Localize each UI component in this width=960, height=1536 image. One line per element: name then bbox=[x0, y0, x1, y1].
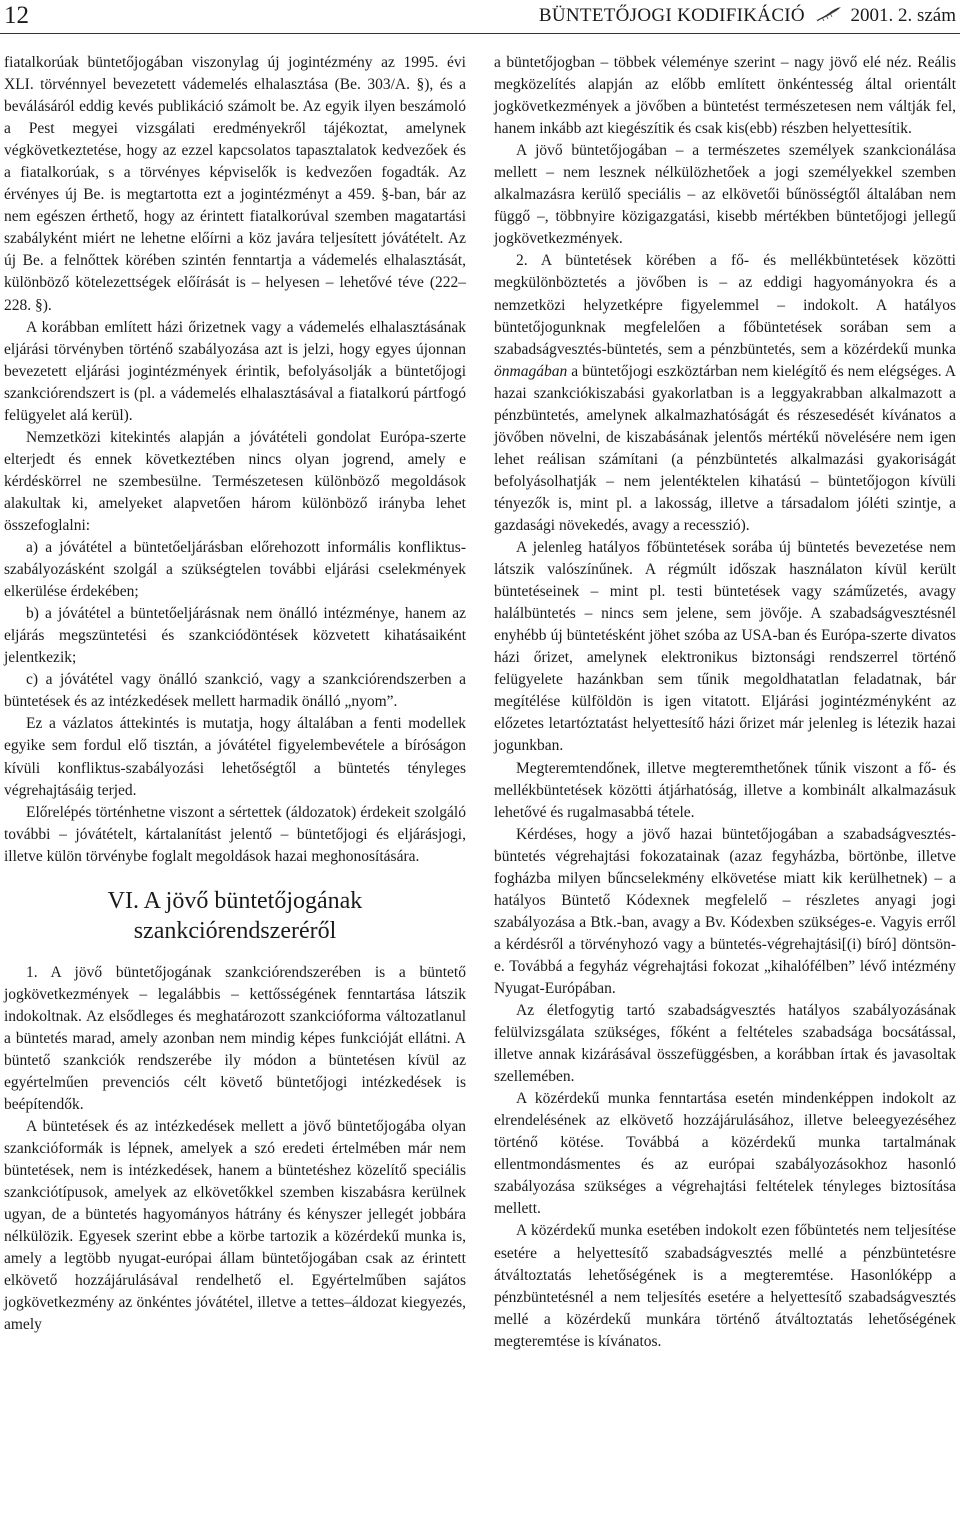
paragraph: A korábban említett házi őrizetnek vagy a vádemelés elhalasztásának eljárási törvényben történő szabályozása azt is jelzi, hogy egyes újonnan bevezetett eljárási jogintézmények érintik, befolyásolják a büntetőjogi szankciórendszert is (pl. a vádemelés elhalasztásával a fiatalkorú pártfogó felügyelet alá kerül). bbox=[4, 318, 466, 424]
paragraph: A büntetések és az intézkedések mellett a jövő büntetőjogába olyan szankcióformák is lépnek, amelyek a szó eredeti értelmében már nem büntetések, nem is intézkedések, hanem a büntetéshez közelítő speciális szankciótípusok, amelyek az elkövetőkkel szemben kiszabásra kerülnek ugyan, de a büntetés hagyományos hátrány és kényszer jellegét jobbára nélkülözik. Egyesek szerint ebbe a körbe tartozik a közérdekű munka is, amely a legtöbb nyugat-európai állam büntetőjogában csak az érintett elkövető hozzájárulásával rendelhető el. Egyértelműben sajátos jogkövetkezmény az önkéntes jóvátétel, illetve a tettes–áldozat kiegyezés, amely bbox=[4, 1118, 466, 1334]
feather-quill-icon bbox=[813, 5, 843, 23]
paragraph-continuation: fiatalkorúak büntetőjogában viszonylag új jogintézmény az 1995. évi XLI. törvénnyel bevezetett vádemelés elhalasztása (Be. 303/A. §), és a beválásáról eddig kevés publikáció számolt be. Az egyik ilyen beszámoló a Pest megyei vizsgálati eredményekről tájékoztat, amelynek végkövetkeztetése, hogy az ezzel kapcsolatos tapasztalatok kedvezőek és a fiatalkorúak, s a törvényes képviselők is kedvezően fogadták. Az érvényes új Be. is megtartotta ezt a jogintézményt a 459. §-ban, bár az nem egészen érthető, hogy az érintett fiatalkorúval szemben magatartási szabályként miért ne lehetne előírni a köz javára teljesített jóvátételt. Az új Be. a felnőttek körében szintén fenntartja a vádemelés elhalasztását, különböző kötelezettségek előírását is – helyesen – lehetővé téve (222–228. §). bbox=[4, 54, 466, 314]
list-item-c: c) a jóvátétel vagy önálló szankció, vagy a szankciórendszerben a büntetések és az intézkedések mellett harmadik önálló „nyom”. bbox=[4, 671, 466, 711]
page-number: 12 bbox=[4, 2, 29, 29]
paragraph: Nemzetközi kitekintés alapján a jóvátételi gondolat Európa-szerte elterjedt és ennek következtében nincs olyan jogrend, amely e kérdéskörrel ne szembesülne. Természetesen különböző megoldások alakultak ki, amelyeket alapvetően három különböző irányba lehet összefoglalni: bbox=[4, 428, 466, 534]
journal-title: BÜNTETŐJOGI KODIFIKÁCIÓ bbox=[538, 5, 805, 26]
section-heading-line-2: szankciórendszeréről bbox=[133, 917, 337, 944]
text-run: a büntetőjogi eszköztárban nem kielégítő és nem elégséges. A hazai szankciókiszabási gyakorlatban is a leggyakrabban alkalmazott a pénzbüntetés, amelynek alkalmazhatóságát és részesedését kívánatos a jövőben növelni, de kiszabásának jelentős mértékű növelésére nem igen lehet reálisan számítani (a pénzbüntetés alkalmazási gyakoriságát befolyásolhatják – nem jelentéktelen kihatású – büntetőjogon kívüli tényezők is, mint pl. a lakosság, illetve a társadalom jóléti szintje, a gazdasági növekedés, avagy a recesszió). bbox=[494, 362, 956, 534]
paragraph bbox=[494, 250, 956, 537]
running-header bbox=[0, 0, 960, 32]
paragraph: Kérdéses, hogy a jövő hazai büntetőjogában a szabadságvesztés-büntetés végrehajtási fokozatainak (azaz fegyházba, börtönbe, illetve fogházba milyen bűncselekmény elkövetése miatt kik kerülhetnek) – a hatályos Büntető Kódexnek megfelelő – részletes anyagi jogi szabályozása a Btk.-ban, avagy a Bv. Kódexben szükséges-e. Vagyis erről a kérdésről a törvényhozó vagy a büntetés-végrehajtási[(i) bíró] döntsön-e. Továbbá a fegyház végrehajtási fokozat „kihalófélben” lévő intézmény Nyugat-Európában. bbox=[494, 825, 956, 997]
left-column bbox=[4, 52, 466, 1337]
paragraph: Az életfogytig tartó szabadságvesztés hatályos szabályozásának felülvizsgálata szükséges, főként a feltételes szabadsága bocsátással, illetve annak kizárásával összefüggésben, a korábban írtak és javasoltak szellemében. bbox=[494, 1002, 956, 1086]
header-divider bbox=[0, 33, 960, 34]
paragraph: A közérdekű munka fenntartása esetén mindenképpen indokolt az elrendelésének az elkövető hozzájárulásához, illetve beleegyezéséhez történő kötése. Továbbá a közérdekű munka tartalmának ellentmondásmentes és az európai szabályozásokhoz hasonló szabályozása szükséges a végrehajtási feltételek tényleges biztosítása mellett. bbox=[494, 1090, 956, 1218]
text-run: 2. A büntetések körében a fő- és mellékbüntetések közötti megkülönböztetés a jövőben is – az eddigi hagyományokra és a nemzetközi helyzetképre figyelemmel – indokolt. A hatályos büntetőjogunknak megfelelően a főbüntetések sorában sem a szabadságvesztés-büntetés, sem a pénzbüntetés, sem a közérdekű munka bbox=[494, 252, 956, 358]
paragraph: 1. A jövő büntetőjogának szankciórendszerében is a büntető jogkövetkezmények – legalábbis – kettősségének fenntartása látszik indokoltnak. Az elsődleges és meghatározott szankcióforma változatlanul a büntetés marad, amely azonban nem mindig képes funkcióját ellátni. A büntető szankciók rendszerébe ily módon a büntetésen kívül az egyértelműen prevenciós célt követő büntetőjogi intézkedések is beépítendők. bbox=[4, 963, 466, 1114]
list-item-b: b) a jóvátétel a büntetőeljárásnak nem önálló intézménye, hanem az eljárás megszüntetési és szankciódöntések közvetett kihatásaiként jelentkezik; bbox=[4, 605, 466, 667]
paragraph: A jövő büntetőjogában – a természetes személyek szankcionálása mellett – nem lesznek nélkülözhetőek a jogi személyekkel szemben alkalmazásra kerülő speciális – az elkövetői bűnösségtől általában nem függő –, többnyire közigazgatási, kisebb mértékben büntetőjogi jellegű jogkövetkezmények. bbox=[494, 142, 956, 248]
paragraph-continuation: a büntetőjogban – többek véleménye szerint – nagy jövő elé néz. Reális megközelítés alapján az előbb említett önkéntesség által orientált jogkövetkezmények a jövőben a büntetést természetesen nem váltják fel, hanem inkább azt kiegészítik és csak kis(ebb) részben helyettesítik. bbox=[494, 54, 956, 138]
paragraph: Megteremtendőnek, illetve megteremthetőnek tűnik viszont a fő- és mellékbüntetések közötti átjárhatóság, illetve a kombinált alkalmazásuk lehetővé és rugalmasabbá tétele. bbox=[494, 759, 956, 821]
right-column bbox=[494, 52, 956, 1353]
journal-running-head bbox=[539, 5, 956, 27]
issue-number: 2001. 2. szám bbox=[850, 5, 956, 26]
paragraph: Előrelépés történhetne viszont a sértettek (áldozatok) érdekeit szolgáló további – jóvátételt, kártalanítást jelentő – büntetőjogi és eljárásjogi, illetve külön törvénybe foglalt megoldások hazai meghonosítására. bbox=[4, 803, 466, 865]
paragraph: A jelenleg hatályos főbüntetések sorába új büntetés bevezetése nem látszik valószínűnek. A régmúlt időszak használaton kívül került büntetéseinek – mint pl. testi büntetések vagy száműzetés, avagy halálbüntetés – nincs sem jelene, sem jövője. A szabadságvesztésnél enyhébb új büntetésként jöhet szóba az USA-ban és Európa-szerte divatos házi őrizet, amelynek elektronikus biztonsági rendszerrel történő felügyelete hazánkban sem tűnik megoldhatatlan feladatnak, bár megítélése külföldön is igen vitatott. Eljárási jogintézményként az előzetes letartóztatást helyettesítő házi őrizet már jelenleg is létezik hazai jogunkban. bbox=[494, 539, 956, 755]
paragraph: Ez a vázlatos áttekintés is mutatja, hogy általában a fenti modellek egyike sem fordul elő tisztán, a jóvátétel figyelembevétele a bíróságon kívüli konfliktus-szabályozási lehetőségtől a büntetés tényleges végrehajtásáig terjed. bbox=[4, 715, 466, 799]
paragraph: A közérdekű munka esetében indokolt ezen főbüntetés nem teljesítése esetére a helyettesítő szabadságvesztés mellé a pénzbüntetésre átváltoztatás lehetőségének is a megteremtése. Hasonlóképp a pénzbüntetésnél a nem teljesítés esetére a helyettesítő szabadságvesztés mellé a közérdekű munkára történő átváltoztatás lehetőségének megteremtése is kívánatos. bbox=[494, 1222, 956, 1350]
list-item-a: a) a jóvátétel a büntetőeljárásban előrehozott informális konfliktus-szabályozásként szolgál a szükségtelen további eljárási cselekmények elkerülése érdekében; bbox=[4, 539, 466, 601]
section-heading-line-1: VI. A jövő büntetőjogának bbox=[107, 887, 363, 914]
section-heading bbox=[4, 886, 466, 946]
emphasized-text: önmagában bbox=[494, 362, 568, 380]
